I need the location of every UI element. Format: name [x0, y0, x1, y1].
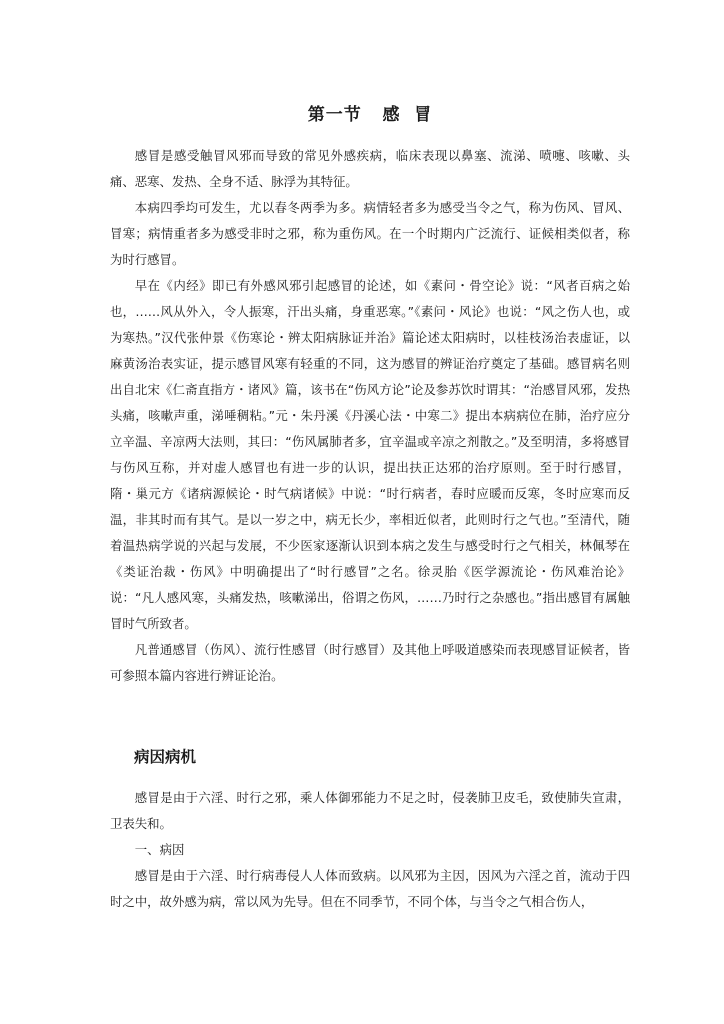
paragraph-seasonality: 本病四季均可发生，尤以春冬两季为多。病情轻者多为感受当令之气，称为伤风、冒风、冒寒；病情重者多为感受非时之邪，称为重伤风。在一个时期内广泛流行、证候相类似者，称为时行感冒。 [110, 200, 630, 267]
paragraph-definition: 感冒是感受触冒风邪而导致的常见外感疾病，临床表现以鼻塞、流涕、喷嚏、咳嗽、头痛、恶寒、发热、全身不适、脉浮为其特征。 [110, 148, 630, 189]
intro-section [110, 143, 630, 689]
paragraph-scope: 凡普通感冒（伤风）、流行性感冒（时行感冒）及其他上呼吸道感染而表现感冒证候者，皆可参照本篇内容进行辨证论治。 [110, 642, 630, 683]
chapter-title: 第一节 感 冒 [307, 105, 433, 125]
paragraph-history: 早在《内经》即已有外感风邪引起感冒的论述，如《素问・骨空论》说：“风者百病之始也，……风从外入，令人振寒，汗出头痛，身重恶寒。”《素问・风论》也说：“风之伤人也，或为寒热。”汉代张仲景《伤寒论・辨太阳病脉证并治》篇论述太阳病时，以桂枝汤治表虚证，以麻黄汤治表实证，提示感冒风寒有轻重的不同，这为感冒的辨证治疗奠定了基础。感冒病名则出自北宋《仁斋直指方・诸风》篇，该书在“伤风方论”论及参苏饮时谓其：“治感冒风邪，发热头痛，咳嗽声重，涕唾稠粘。”元・朱丹溪《丹溪心法・中寒二》提出本病病位在肺，治疗应分立辛温、辛凉两大法则，其曰：“伤风属肺者多，宜辛温或辛凉之剂散之。”及至明清，多将感冒与伤风互称，并对虚人感冒也有进一步的认识，提出扶正达邪的治疗原则。至于时行感冒，隋・巢元方《诸病源候论・时气病诸候》中说：“时行病者，春时应暖而反寒，冬时应寒而反温，非其时而有其气。是以一岁之中，病无长少，率相近似者，此则时行之气也。”至清代，随着温热病学说的兴起与发展，不少医家逐渐认识到本病之发生与感受时行之气相关，林佩琴在《类证治裁・伤风》中明确提出了“时行感冒”之名。徐灵胎《医学源流论・伤风难治论》说：“凡人感风寒，头痛发热，咳嗽涕出，俗谓之伤风，……乃时行之杂感也。”指出感冒有属触冒时气所致者。 [110, 278, 630, 631]
subheading-causes: 一、病因 [134, 842, 185, 857]
section-heading-etiology: 病因病机 [134, 748, 197, 766]
etiology-section [110, 785, 630, 915]
paragraph-pathogenesis: 感冒是由于六淫、时行之邪，乘人体御邪能力不足之时，侵袭肺卫皮毛，致使肺失宣肃，卫表失和。 [110, 790, 630, 831]
paragraph-causes: 感冒是由于六淫、时行病毒侵人人体而致病。以风邪为主因，因风为六淫之首，流动于四时之中，故外感为病，常以风为先导。但在不同季节，不同个体，与当令之气相合伤人， [110, 868, 630, 909]
